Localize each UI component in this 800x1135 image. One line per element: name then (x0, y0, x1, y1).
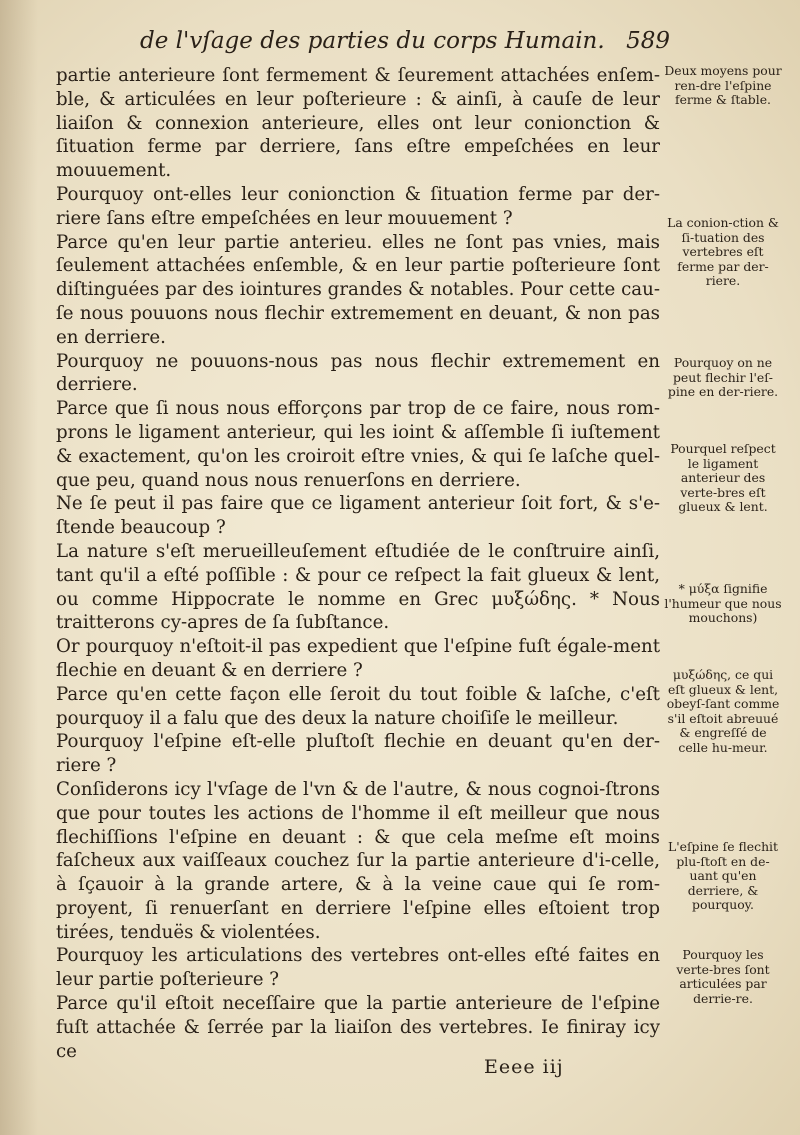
answer-4: Parce qu'en cette façon elle ſeroit du tout foible & laſche, c'eſt pourquoy il a falu que des deux la nature choiſiſe le meilleur. (56, 683, 660, 729)
margin-note: Pourquoy on ne peut flechir l'eſ-pine en der-riere. (667, 355, 779, 400)
margin-note: Deux moyens pour ren-dre l'eſpine ferme & ſtable. (664, 63, 782, 108)
question-2: Pourquoy ne pouuons-nous pas nous flechir extremement en derriere. (56, 350, 660, 396)
margin-note: L'eſpine ſe flechit plu-ſtoſt en de-uant qu'en derriere, & pourquoy. (667, 839, 778, 913)
margin-note: La conion-ction & ſi-tuation des vertebres eſt ferme par der-riere. (667, 215, 779, 289)
paragraph-1: partie anterieure ſont fermement & ſeurement attachées enſem-ble, & articulées en leur poſterieure : & ainſi, à cauſe de leur liaiſon & connexion anterieure, elles ont leur conionction & ſituation ferme par derriere, ſans eſtre empeſchées en leur mouuement. (56, 65, 660, 182)
signature-mark: Eeee iij (484, 1056, 564, 1078)
answer-3: La nature s'eſt merueilleuſement eſtudiée de le conſtruire ainſi, tant qu'il a eſté poſſible : & pour ce reſpect la fait glueux & lent, ou comme Hippocrate le nomme en Grec μυξώδης. * Nous traitterons cy-apres de ſa ſubſtance. (56, 540, 660, 634)
question-6: Pourquoy les articulations des vertebres ont-elles eſté faites en leur partie poſterieure ? (56, 945, 660, 991)
gutter-shadow (0, 0, 38, 1135)
answer-6: Parce qu'il eſtoit neceſſaire que la partie anterieure de l'eſpine fuſt attachée & ſerrée par la liaiſon des vertebres. Ie finiray icy ce (56, 993, 660, 1062)
margin-note: * μύξα ſignifie l'humeur que nous mouchons) (664, 581, 782, 626)
margin-note: Pourquoy les verte-bres ſont articulées par derrie-re. (676, 947, 770, 1006)
question-4: Or pourquoy n'eſtoit-il pas expedient que l'eſpine fuſt égale-ment flechie en deuant & en derriere ? (56, 636, 660, 681)
margin-note: Pourquel reſpect le ligament anterieur des verte-bres eſt glueux & lent. (670, 441, 776, 515)
answer-5: Conſiderons icy l'vſage de l'vn & de l'autre, & nous cognoi-ſtrons que pour toutes les actions de l'homme il eſt meilleur que nous flechiſſions l'eſpine en deuant : & que cela meſme eſt moins faſcheux aux vaiſſeaux couchez ſur la partie anterieure d'i-celle, à ſçauoir à la grande artere, & à la veine caue qui ſe rom-proyent, ſi renuerſant en derriere l'eſpine elles eſtoient trop tirées, tenduës & violentées. (56, 778, 660, 943)
answer-1: Parce qu'en leur partie anterieu. elles ne ſont pas vnies, mais ſeulement attachées enſemble, & en leur partie poſterieure ſont diſtinguées par des iointures grandes & notables. Pour cette cau-ſe nous pouuons nous flechir extremement en deuant, & non pas en derriere. (56, 231, 660, 348)
page-number: 589 (626, 28, 670, 54)
margin-note: μυξώδης, ce qui eſt glueux & lent, obeyſ-ſant comme s'il eſtoit abreuué & engreſſé de celle hu-meur. (666, 667, 780, 755)
running-title: de l'vſage des parties du corps Humain. (140, 28, 605, 54)
question-5: Pourquoy l'eſpine eſt-elle pluſtoſt flechie en deuant qu'en der-riere ? (56, 731, 660, 777)
main-text (56, 64, 660, 1063)
question-1: Pourquoy ont-elles leur conionction & ſituation ferme par der-riere ſans eſtre empeſchées en leur mouuement ? (56, 183, 660, 229)
page-header (140, 28, 670, 58)
answer-2: Parce que ſi nous nous efforçons par trop de ce faire, nous rom-prons le ligament anterieur, qui les ioint & aſſemble ſi iuſtement & exactement, qu'on les croiroit eſtre vnies, & qui ſe laſche quel-que peu, quand nous nous renuerſons en derriere. (56, 398, 660, 491)
question-3: Ne ſe peut il pas faire que ce ligament anterieur ſoit fort, & s'e-ſtende beaucoup ? (56, 493, 660, 539)
